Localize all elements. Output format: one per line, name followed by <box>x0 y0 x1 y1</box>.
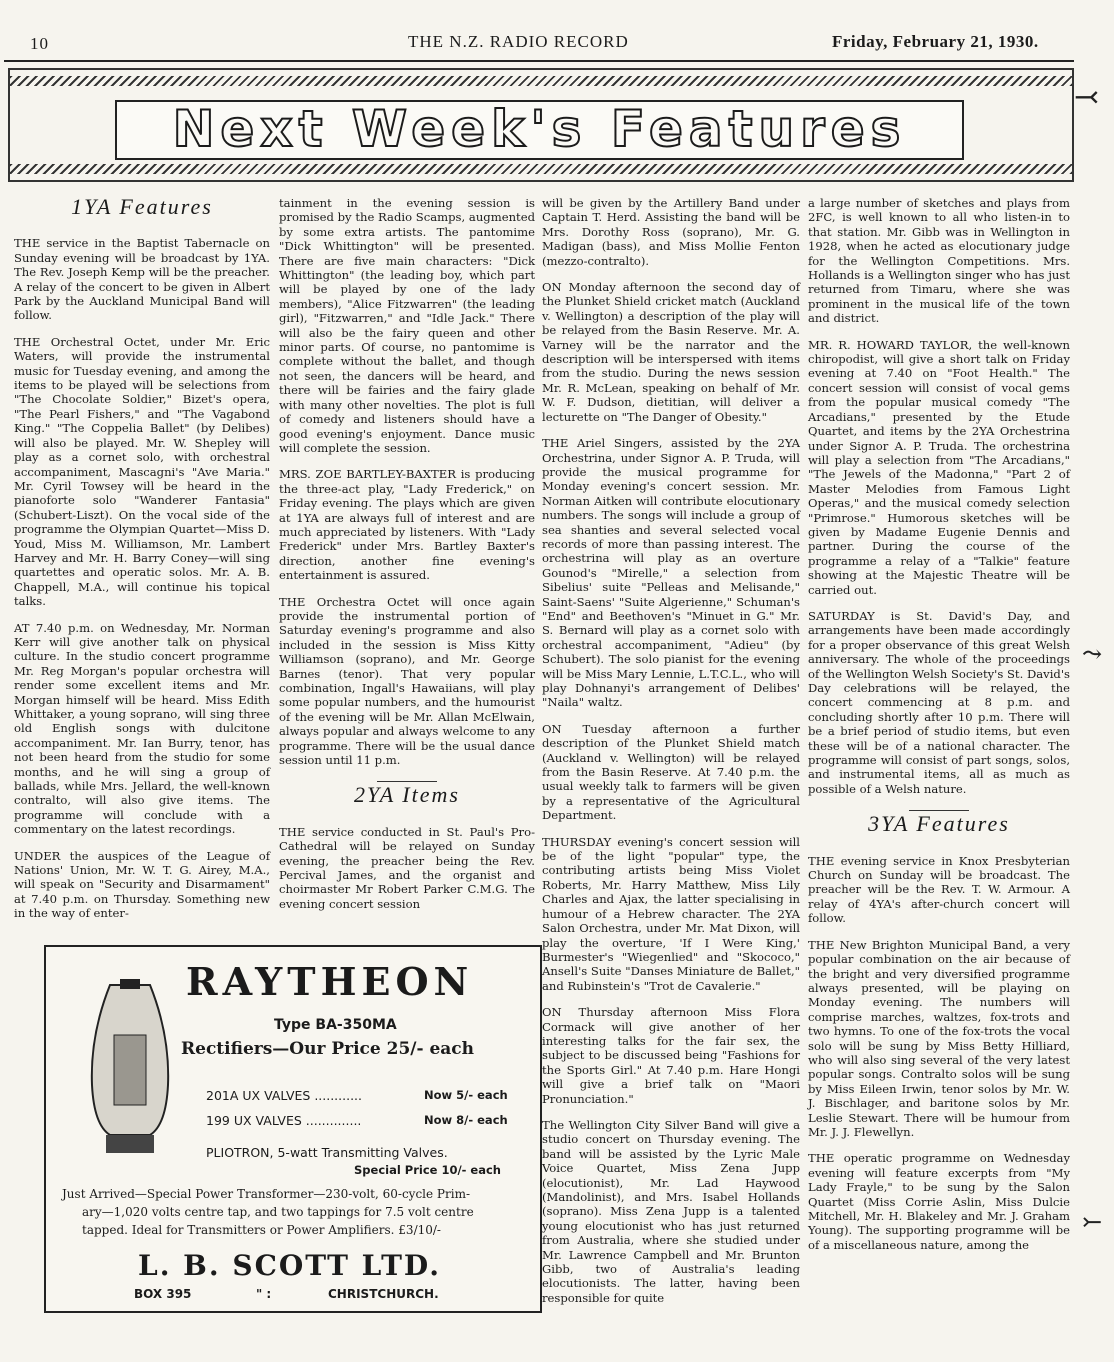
article-paragraph: ON Tuesday afternoon a further description of the Plunket Shield match (Auckland v. Wellington) will be relayed from the Basin Reserve. At 7.40 p.m. the usual weekly talk to farmers will be given by a representative of the Agricultural Department. <box>542 721 800 823</box>
article-paragraph: SATURDAY is St. David's Day, and arrangements have been made accordingly for a proper observance of this great Welsh anniversary. The whole of the proceedings of the Wellington Welsh Society's St. David's Day celebrations will be relayed, the concert commencing at 8 p.m. and concluding shortly after 10 p.m. There will be a brief period of studio items, but even these will be of a national character. The programme will consist of part songs, solos, and instrumental items, all as much as possible of a Welsh nature. <box>808 608 1070 796</box>
margin-mark-icon: ⤚ <box>1082 1208 1103 1236</box>
ad-item1-price: Now 5/- each <box>424 1088 508 1102</box>
column-1 <box>14 196 270 933</box>
ad-city: CHRISTCHURCH. <box>328 1287 439 1301</box>
ad-arrived-line1: Just Arrived—Special Power Transformer—230-volt, 60-cycle Prim- <box>62 1187 471 1201</box>
publication-title: THE N.Z. RADIO RECORD <box>408 32 629 51</box>
margin-mark-icon: ⤙ <box>1074 80 1100 115</box>
article-paragraph: THE Orchestra Octet will once again provide the instrumental portion of Saturday evening's programme and also included in the session is Miss Kitty Williamson (soprano), and Mr. George Barnes (tenor). That very popular combination, Ingall's Hawaiians, will play some popular numbers, and the humourist of the evening will be Mr. Allan McElwain, always popular and always welcome to any programme. There will be the usual dance session until 11 p.m. <box>279 594 535 768</box>
article-paragraph: THURSDAY evening's concert session will be of the light "popular" type, the contributing artists being Miss Violet Roberts, Mr. Harry Matthew, Miss Lily Charles and Ajax, the latter specialising in humour of a Hebrew character. The 2YA Salon Orchestra, under Mr. Mat Dixon, will play the overture, 'If I Were King,' Burmester's "Wiegenlied" and "Skococo," Ansell's Suite "Danses Miniature de Ballet," and Rubinstein's "Trot de Cavalerie." <box>542 834 800 993</box>
article-paragraph: THE Orchestral Octet, under Mr. Eric Waters, will provide the instrumental music for Tuesday evening, and among the items to be played will be selections from "The Chocolate Soldier," Bizet's opera, "The Pearl Fishers," and "The Vagabond King." "The Coppelia Ballet" (by Delibes) will also be played. Mr. W. Shepley will play as a cornet solo, with orchestral accompaniment, Mascagni's "Ave Maria." Mr. Cyril Towsey will be heard in the pianoforte solo "Wanderer Fantasia" (Schubert-Liszt). On the vocal side of the programme the Olympian Quartet—Miss D. Youd, Miss M. Williamson, Mr. Lambert Harvey and Mr. H. Barry Coney—will sing quartettes and operatic solos. Mr. A. B. Chappell, M.A., will continue his topical talks. <box>14 334 270 609</box>
ad-item2-price: Now 8/- each <box>424 1113 508 1127</box>
article-paragraph: THE Ariel Singers, assisted by the 2YA Orchestrina, under Signor A. P. Truda, will provide the musical programme for Monday evening's concert session. Mr. Norman Aitken will contribute elocutionary numbers. The songs will include a group of sea shanties and several selected vocal records of more than passing interest. The orchestrina will play as an overture Gounod's "Mirelle," a selection from Sibelius' suite "Pelleas and Melisande," Saint-Saens' "Suite Algerienne," Schuman's "End" and Beethoven's "Minuet in G." Mr. S. Bernard will play as a cornet solo with orchestral accompaniment, "Adieu" (by Schubert). The solo pianist for the evening will be Miss Mary Lennie, L.T.C.L., who will play Dohnanyi's arrangement of Delibes' "Naila" waltz. <box>542 436 800 710</box>
column-4 <box>808 196 1070 1264</box>
article-paragraph: ON Monday afternoon the second day of the Plunket Shield cricket match (Auckland v. Wellington) a description of the play will be relayed from the Basin Reserve. Mr. A. Varney will be the narrator and the description will be interspersed with items from the studio. During the news session Mr. R. McLean, speaking on behalf of Mr. W. F. Dudson, dietitian, will deliver a lecturette on "The Danger of Obesity." <box>542 280 800 424</box>
ad-item3-name: PLIOTRON, 5-watt Transmitting Valves. <box>206 1145 448 1160</box>
article-paragraph: UNDER the auspices of the League of Nations' Union, Mr. W. T. G. Airey, M.A., will speak on "Security and Disarmament" at 7.40 p.m. on Thursday. Something new in the way of enter- <box>14 848 270 921</box>
article-paragraph: ON Thursday afternoon Miss Flora Cormack will give another of her interesting talks for the fair sex, the subject to be discussed being "Fashions for the Sports Girl." At 7.40 p.m. Hare Hongi will give a brief talk on "Maori Pronunciation." <box>542 1005 800 1106</box>
ad-type-line: Type BA-350MA <box>274 1017 397 1033</box>
raytheon-advertisement <box>44 945 542 1313</box>
page-number: 10 <box>30 34 49 53</box>
section-title-3ya: 3YA Features <box>868 811 1010 837</box>
article-paragraph: THE service conducted in St. Paul's Pro-Cathedral will be relayed on Sunday evening, the preacher being the Rev. Percival James, and the organist and choirmaster Mr Robert Parker C.M.G. The evening concert session <box>279 824 535 911</box>
column-3 <box>542 196 800 1317</box>
ad-arrived-line3: tapped. Ideal for Transmitters or Power Amplifiers. £3/10/- <box>82 1223 441 1237</box>
ad-company: L. B. SCOTT LTD. <box>138 1249 441 1282</box>
valve-tube-icon <box>70 975 190 1155</box>
ad-item1-name: 201A UX VALVES ............ <box>206 1088 362 1103</box>
banner-border-top <box>10 76 1072 86</box>
ad-arrived-line2: ary—1,020 volts centre tap, and two tappings for 7.5 volt centre <box>82 1205 474 1219</box>
ad-brand: RAYTHEON <box>186 959 474 1004</box>
ad-item3-price: Special Price 10/- each <box>354 1163 501 1177</box>
ad-box: BOX 395 <box>134 1287 192 1301</box>
article-paragraph: MR. R. HOWARD TAYLOR, the well-known chiropodist, will give a short talk on Friday evening at 7.40 on "Foot Health." The concert session will consist of vocal gems from the popular musical comedy "The Arcadians," presented by the Etude Quartet, and items by the 2YA Orchestrina under Signor A. P. Truda. The orchestrina will play a selection from "The Arcadians," "The Jewels of the Madonna," "Part 2 of Master Melodies from Famous Light Operas," and the musical comedy selection "Primrose." Humorous sketches will be given by Madame Eugenie Dennis and partner. During the course of the programme a relay of a "Talkie" feature showing at the Majestic Theatre will be carried out. <box>808 337 1070 597</box>
article-paragraph: THE New Brighton Municipal Band, a very popular combination on the air because of the bright and very diversified programme always presented, will be playing on Monday evening. The numbers will comprise marches, waltzes, fox-trots and two hymns. To one of the fox-trots the vocal solo will be sung by Miss Betty Hilliard, who will also sing several of the very latest popular songs. Contralto solos will be sung by Miss Eileen Irwin, tenor solos by Mr. W. J. Bischlager, and baritone solos by Mr. Leslie Stewart. There will be humour from Mr. J. J. Flewellyn. <box>808 937 1070 1139</box>
issue-date: Friday, February 21, 1930. <box>832 32 1039 51</box>
margin-mark-icon: ⤳ <box>1082 640 1103 668</box>
ad-ditto-marks: " : <box>256 1287 272 1301</box>
article-paragraph: AT 7.40 p.m. on Wednesday, Mr. Norman Kerr will give another talk on physical culture. In the studio concert programme Mr. Reg Morgan's popular orchestra will render some excellent items and Mr. Morgan himself will be heard. Miss Edith Whittaker, a young soprano, will sing three old English songs with dulcitone accompaniment. Mr. Ian Burry, tenor, has not been heard from the studio for some months, and he will sing a group of ballads, while Mrs. Jellard, the well-known contralto, will also give items. The programme will conclude with a commentary on the latest recordings. <box>14 620 270 837</box>
article-paragraph: THE evening service in Knox Presbyterian Church on Sunday will be broadcast. The preacher will be the Rev. T. W. Armour. A relay of 4YA's after-church concert will follow. <box>808 853 1070 926</box>
article-paragraph: MRS. ZOE BARTLEY-BAXTER is producing the three-act play, "Lady Frederick," on Friday evening. The plays which are given at 1YA are always full of interest and are much appreciated by listeners. With "Lady Frederick" under Mrs. Bartley Baxter's direction, another fine evening's entertainment is assured. <box>279 467 535 583</box>
article-paragraph: THE operatic programme on Wednesday evening will feature excerpts from "My Lady Frayle," to be sung by the Salon Quartet (Miss Corrie Aslin, Miss Dulcie Mitchell, Mr. H. Blakeley and Mr. J. Graham Young). The supporting programme will be of a miscellaneous nature, among the <box>808 1151 1070 1252</box>
section-title-1ya: 1YA Features <box>71 194 213 219</box>
section-title-2ya: 2YA Items <box>354 782 460 808</box>
article-paragraph: tainment in the evening session is promised by the Radio Scamps, augmented by some extra artists. The pantomime "Dick Whittington" will be presented. There are five main characters: "Dick Whittington" (the leading boy, which part will be played by one of the lady members), "Alice Fitzwarren" (the leading girl), "Fitzwarren," and "Idle Jack." There will also be the fairy queen and other minor parts. Of course, no pantomime is complete without the ballet, and though not seen, the dancers will be heard, and there will be fairies and the fairy glade with many other novelties. The plot is full of comedy and listeners should have a good evening's enjoyment. Dance music will complete the session. <box>279 196 535 455</box>
header-rule <box>4 60 1074 62</box>
ad-price-line: Rectifiers—Our Price 25/- each <box>181 1039 475 1059</box>
article-paragraph: The Wellington City Silver Band will give a studio concert on Thursday evening. The band will be assisted by the Lyric Male Voice Quartet, Miss Zena Jupp (elocutionist), Mr. Lad Haywood (Mandolinist), and Mrs. Isabel Hollands (soprano). Miss Zena Jupp is a talented young elocutionist who has just returned from Australia, where she studied under Mr. Lawrence Campbell and Mr. Brunton Gibb, two of Australia's leading elocutionists. The latter, having been responsible for quite <box>542 1117 800 1305</box>
article-paragraph: a large number of sketches and plays from 2FC, is well known to all who listen-in to that station. Mr. Gibb was in Wellington in 1928, when he acted as elocutionary judge for the Wellington Competitions. Mrs. Hollands is a Wellington singer who has just returned from Timaru, where she was prominent in the musical life of the town and district. <box>808 196 1070 326</box>
banner-title: Next Week's Features <box>115 100 964 160</box>
banner-border-bottom <box>10 164 1072 174</box>
article-paragraph: THE service in the Baptist Tabernacle on Sunday evening will be broadcast by 1YA. The Rev. Joseph Kemp will be the preacher. A relay of the concert to be given in Albert Park by the Auckland Municipal Band will follow. <box>14 236 270 323</box>
ad-item2-name: 199 UX VALVES .............. <box>206 1113 362 1128</box>
column-2 <box>279 196 535 923</box>
article-paragraph: will be given by the Artillery Band under Captain T. Herd. Assisting the band will be Mrs. Dorothy Ross (soprano), Mr. G. Madigan (bass), and Miss Mollie Fenton (mezzo-contralto). <box>542 196 800 268</box>
